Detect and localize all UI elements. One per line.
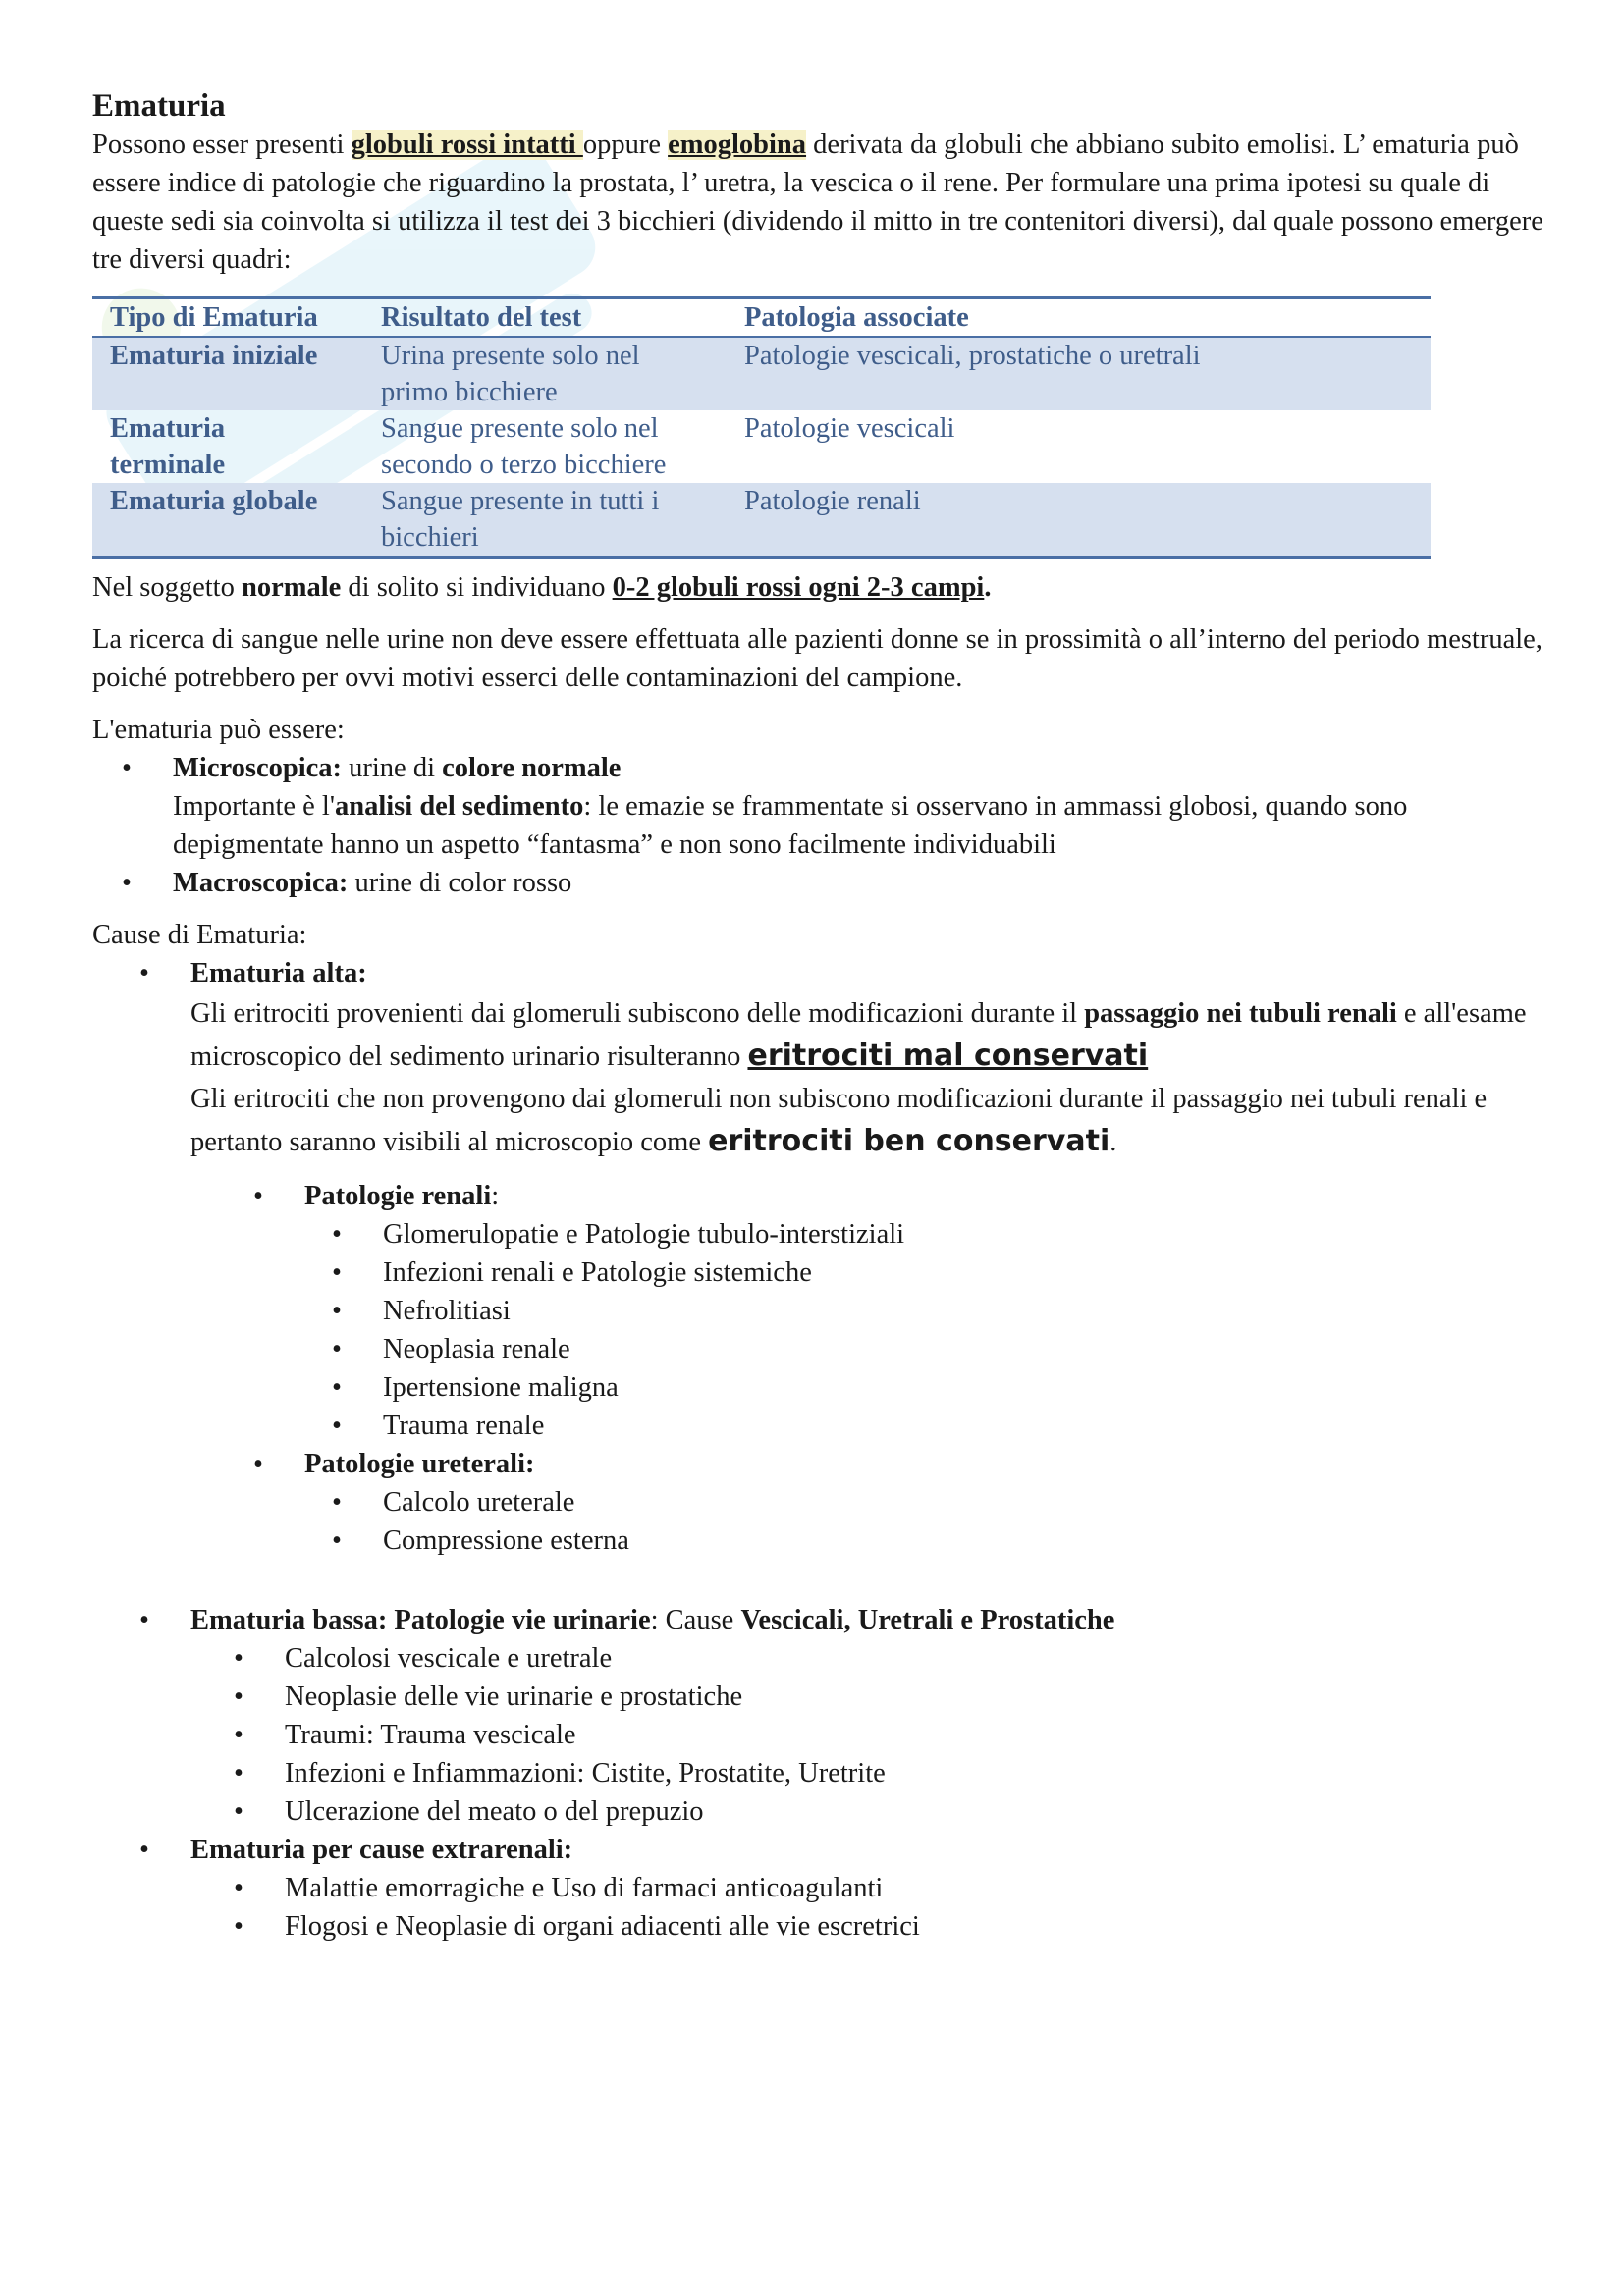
bullet-icon: •	[234, 1643, 243, 1674]
table-cell: Sangue presente solo nel secondo o terzo bicchiere	[381, 413, 667, 480]
normal-paragraph	[92, 568, 1545, 607]
list-item	[92, 1907, 1545, 1946]
list-item-text: Calcolo ureterale	[383, 1487, 575, 1518]
list-item	[92, 1716, 1545, 1754]
list-item-text: Ulcerazione del meato o del prepuzio	[285, 1796, 704, 1827]
alta-bold: passaggio nei tubuli renali	[1084, 998, 1397, 1029]
table-cell: Urina presente solo nel primo bicchiere	[363, 337, 727, 410]
list-item	[92, 1292, 1545, 1330]
list-item	[92, 1483, 1545, 1522]
bullet-icon: •	[234, 1911, 243, 1942]
bullet-icon: •	[332, 1296, 342, 1326]
intro-bold-emoglobina: emoglobina	[668, 130, 807, 160]
document-page	[92, 86, 1545, 1946]
types-heading: L'ematuria può essere:	[92, 715, 345, 745]
causes-list	[92, 954, 1545, 1163]
alta-text: Gli eritrociti che non provengono dai glomeruli non subiscono modificazioni durante il passaggio nei tubuli renali e pertanto saranno visibili al microscopio come	[190, 1084, 1488, 1157]
bullet-icon: •	[234, 1758, 243, 1789]
bassa-text: : Cause	[650, 1605, 741, 1635]
normal-period: .	[984, 572, 992, 603]
list-item-text: Traumi: Trauma vescicale	[285, 1720, 576, 1750]
alta-sublist	[92, 1445, 1545, 1483]
bullet-icon: •	[332, 1257, 342, 1288]
intro-bold-globuli: globuli rossi intatti	[351, 130, 583, 160]
bullet-icon: •	[234, 1796, 243, 1827]
list-item-text: Trauma renale	[383, 1411, 545, 1441]
ematuria-table	[92, 296, 1431, 559]
macro-label: Macroscopica:	[173, 868, 349, 898]
table-cell: Patologie renali	[727, 483, 1431, 558]
renali-list	[92, 1215, 1545, 1445]
micro-text: urine di	[342, 753, 443, 783]
ureterali-label: Patologie ureterali:	[304, 1449, 535, 1479]
list-item-text: Flogosi e Neoplasie di organi adiacenti alle vie escretrici	[285, 1911, 920, 1942]
bullet-icon: •	[139, 958, 149, 988]
list-item-text: Malattie emorragiche e Uso di farmaci anticoagulanti	[285, 1873, 884, 1903]
list-item	[92, 1177, 1545, 1215]
list-item	[92, 1407, 1545, 1445]
table-header: Patologia associate	[727, 298, 1431, 338]
list-item	[92, 1368, 1545, 1407]
bullet-icon: •	[332, 1372, 342, 1403]
bassa-label: Ematuria bassa: Patologie vie urinarie	[190, 1605, 651, 1635]
list-item	[92, 864, 1545, 902]
bullet-icon: •	[332, 1411, 342, 1441]
table-cell: Sangue presente in tutti i bicchieri	[363, 483, 727, 558]
ureterali-list	[92, 1483, 1545, 1560]
micro-bold: colore normale	[442, 753, 622, 783]
list-item	[92, 1445, 1545, 1483]
list-item-text: Neoplasie delle vie urinarie e prostatiche	[285, 1682, 743, 1712]
list-item	[92, 1639, 1545, 1678]
alta-sublist	[92, 1177, 1545, 1215]
alta-emph: eritrociti ben conservati	[708, 1124, 1110, 1158]
bullet-icon: •	[332, 1334, 342, 1364]
intro-text: derivata da globuli che abbiano subito emolisi. L’ ematuria può essere indice di patologie che riguardino la prostata, l’ uretra, la vescica o il rene. Per formulare una prima ipotesi su quale di queste sedi sia coinvolta si utilizza il test dei 3 bicchieri (dividendo il mitto in tre contenitori diversi), dal quale possono emergere tre diversi quadri:	[92, 130, 1543, 275]
bassa-list	[92, 1639, 1545, 1831]
extrarenali-list	[92, 1869, 1545, 1946]
list-item	[92, 1754, 1545, 1792]
micro-label: Microscopica:	[173, 753, 343, 783]
normal-text: di solito si individuano	[341, 572, 613, 603]
intro-paragraph	[92, 126, 1545, 279]
micro-text: : le emazie se frammentate si osservano in ammassi globosi, quando sono depigmentate hanno un aspetto “fantasma” e non sono facilmente individuabili	[173, 791, 1408, 860]
list-item	[92, 1792, 1545, 1831]
bullet-icon: •	[332, 1525, 342, 1556]
list-item	[92, 1831, 1545, 1869]
bullet-icon: •	[122, 868, 132, 898]
list-item-text: Nefrolitiasi	[383, 1296, 511, 1326]
alta-text: .	[1109, 1127, 1117, 1157]
bullet-icon: •	[332, 1487, 342, 1518]
causes-list	[92, 1831, 1545, 1869]
list-item	[92, 1678, 1545, 1716]
bullet-icon: •	[139, 1605, 149, 1635]
causes-heading: Cause di Ematuria:	[92, 920, 307, 950]
list-item-text: Infezioni renali e Patologie sistemiche	[383, 1257, 812, 1288]
list-item	[92, 1330, 1545, 1368]
bullet-icon: •	[332, 1219, 342, 1250]
types-list	[92, 749, 1545, 902]
micro-bold: analisi del sedimento	[335, 791, 584, 822]
table-cell: Ematuria iniziale	[92, 337, 363, 410]
list-item	[92, 954, 1545, 1163]
table-row	[92, 337, 1431, 410]
bullet-icon: •	[253, 1449, 263, 1479]
list-item	[92, 1601, 1545, 1639]
menstrual-paragraph: La ricerca di sangue nelle urine non deve essere effettuata alle pazienti donne se in prossimità o all’interno del periodo mestruale, poiché potrebbero per ovvi motivi esserci delle contaminazioni del campione.	[92, 624, 1542, 693]
table-cell: Ematuria globale	[92, 483, 363, 558]
normal-text: Nel soggetto	[92, 572, 242, 603]
table-cell: Ematuria terminale	[110, 413, 226, 480]
bullet-icon: •	[234, 1873, 243, 1903]
table-row	[92, 410, 1431, 483]
extrarenali-label: Ematuria per cause extrarenali:	[190, 1835, 573, 1865]
renali-suffix: :	[491, 1181, 500, 1211]
bassa-bold: Vescicali, Uretrali e Prostatiche	[740, 1605, 1115, 1635]
table-cell: Patologie vescicali, prostatiche o uretrali	[727, 337, 1431, 410]
causes-list	[92, 1601, 1545, 1639]
list-item-text: Calcolosi vescicale e uretrale	[285, 1643, 613, 1674]
alta-label: Ematuria alta:	[190, 958, 367, 988]
page-title: Ematuria	[92, 88, 226, 124]
list-item	[92, 1254, 1545, 1292]
table-header: Risultato del test	[363, 298, 727, 338]
table-row	[92, 483, 1431, 558]
table-header: Tipo di Ematuria	[92, 298, 363, 338]
bullet-icon: •	[122, 753, 132, 783]
normal-bold: normale	[241, 572, 342, 603]
alta-text: Gli eritrociti provenienti dai glomeruli subiscono delle modificazioni durante il	[190, 998, 1085, 1029]
list-item-text: Compressione esterna	[383, 1525, 629, 1556]
list-item	[92, 1522, 1545, 1560]
bullet-icon: •	[234, 1720, 243, 1750]
renali-label: Patologie renali	[304, 1181, 492, 1211]
table-header-row	[92, 298, 1431, 338]
micro-text: Importante è l'	[173, 791, 335, 822]
list-item	[92, 749, 1545, 864]
list-item	[92, 1869, 1545, 1907]
macro-text: urine di color rosso	[348, 868, 572, 898]
intro-text: Possono esser presenti	[92, 130, 352, 160]
intro-text: oppure	[582, 130, 669, 160]
list-item-text: Infezioni e Infiammazioni: Cistite, Prostatite, Uretrite	[285, 1758, 886, 1789]
list-item-text: Ipertensione maligna	[383, 1372, 619, 1403]
bullet-icon: •	[234, 1682, 243, 1712]
alta-text: e all'esame microscopico del sedimento urinario risulteranno	[190, 998, 1527, 1072]
bullet-icon: •	[253, 1181, 263, 1211]
list-item	[92, 1215, 1545, 1254]
alta-emph: eritrociti mal conservati	[747, 1039, 1149, 1073]
list-item-text: Glomerulopatie e Patologie tubulo-interstiziali	[383, 1219, 905, 1250]
normal-underlined: 0-2 globuli rossi ogni 2-3 campi	[612, 572, 985, 603]
bullet-icon: •	[139, 1835, 149, 1865]
table-cell: Patologie vescicali	[744, 413, 955, 444]
list-item-text: Neoplasia renale	[383, 1334, 570, 1364]
alta-paragraph	[190, 992, 1545, 1163]
